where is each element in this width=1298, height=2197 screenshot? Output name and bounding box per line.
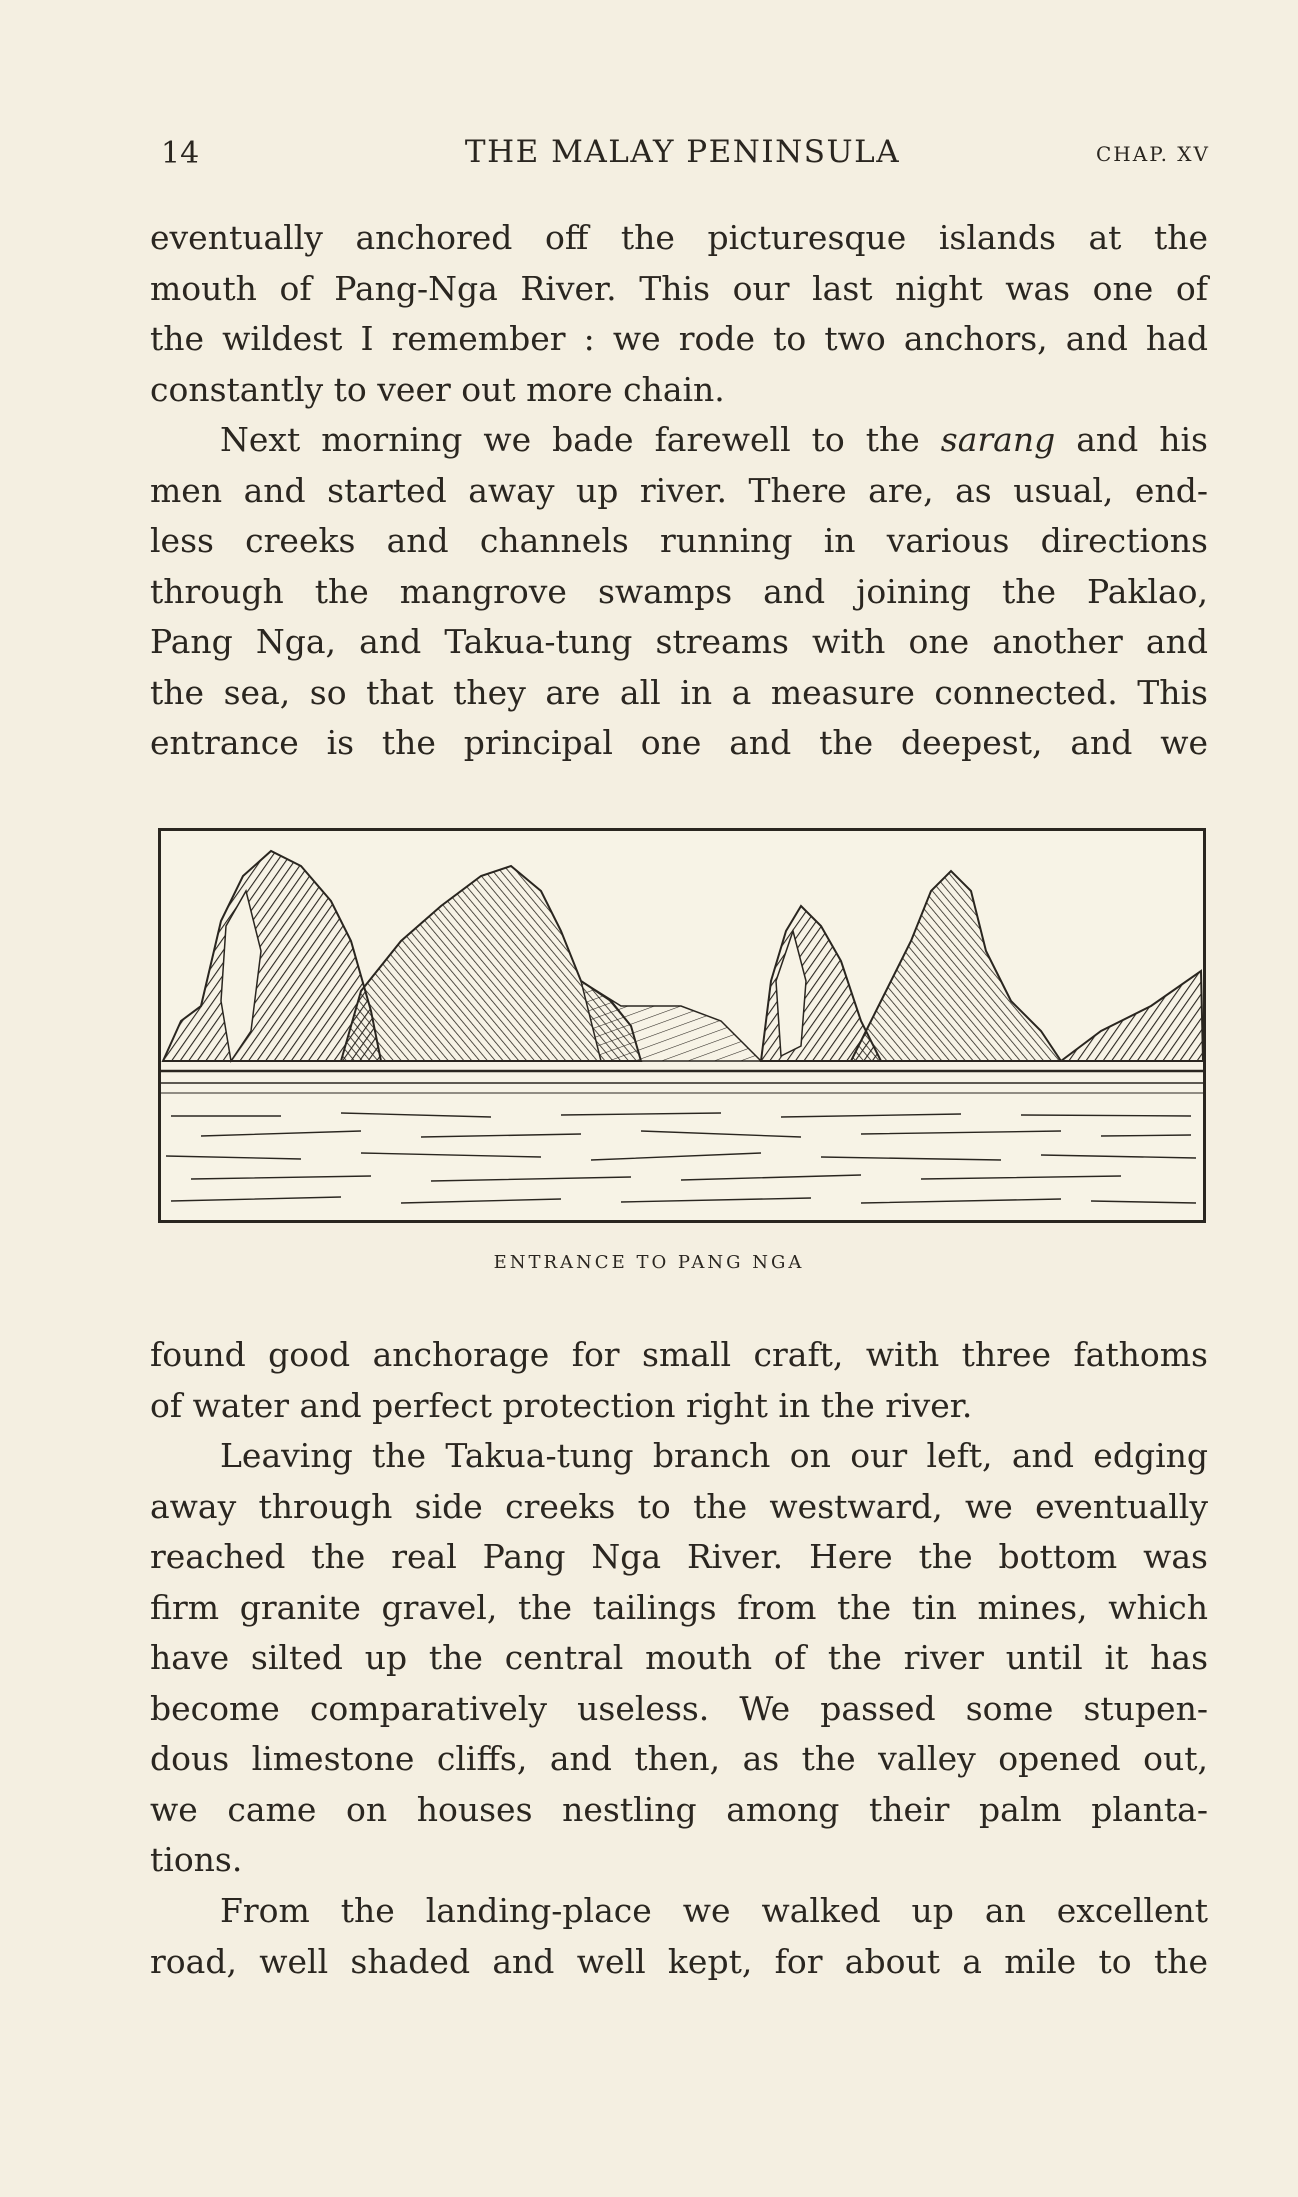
engraving-illustration [161, 831, 1203, 1220]
text-line: found good anchorage for small craft, with three fathoms [150, 1335, 1208, 1374]
text-line: eventually anchored off the picturesque islands at the [150, 218, 1208, 257]
text-line: tions. [150, 1840, 243, 1879]
italic-word: sarang [940, 420, 1056, 459]
text-line: through the mangrove swamps and joining the Paklao, [150, 571, 1208, 611]
paragraph-5 [150, 1886, 1208, 1987]
text-line: the wildest I remember : we rode to two anchors, and had [150, 319, 1208, 358]
text-line: less creeks and channels running in various directions [150, 521, 1208, 560]
text-line: we came on houses nestling among their palm planta- [150, 1789, 1208, 1829]
text-line: Leaving the Takua-tung branch on our left, and edging [220, 1436, 1208, 1475]
text-line: the sea, so that they are all in a measure connected. This [150, 672, 1208, 712]
text-line: entrance is the principal one and the deepest, and we [150, 723, 1208, 762]
text-line [150, 415, 1208, 466]
text-line: men and started away up river. There are, as usual, end- [150, 470, 1208, 510]
text-line: firm granite gravel, the tailings from the tin mines, which [150, 1587, 1208, 1627]
paragraph-1 [150, 213, 1208, 415]
text-line: mouth of Pang-Nga River. This our last night was one of [150, 268, 1208, 308]
text-line: reached the real Pang Nga River. Here the bottom was [150, 1537, 1208, 1576]
text-line: become comparatively useless. We passed some stupen- [150, 1688, 1208, 1728]
text-line: have silted up the central mouth of the river until it has [150, 1638, 1208, 1677]
page-header [155, 128, 1210, 178]
figure-caption: ENTRANCE TO PANG NGA [493, 1252, 805, 1273]
paragraph-4 [150, 1431, 1208, 1886]
paragraph-3 [150, 1330, 1208, 1431]
text-line: From the landing-place we walked up an excellent [220, 1891, 1208, 1930]
text-fragment: and his [1055, 420, 1208, 459]
text-fragment: Next morning we bade farewell to the [220, 420, 941, 459]
illustration-entrance-to-pang-nga [158, 828, 1206, 1223]
paragraph-2 [150, 415, 1208, 769]
text-line: away through side creeks to the westward, we eventually [150, 1486, 1208, 1526]
text-line: of water and perfect protection right in the river. [150, 1385, 973, 1425]
text-line: constantly to veer out more chain. [150, 369, 725, 409]
page-number: 14 [161, 136, 200, 171]
text-line: road, well shaded and well kept, for about a mile to the [150, 1941, 1208, 1981]
chapter-label: CHAP. XV [1096, 142, 1210, 166]
text-line: Pang Nga, and Takua-tung streams with one another and [150, 622, 1208, 661]
text-line: dous limestone cliffs, and then, as the valley opened out, [150, 1739, 1208, 1778]
running-title: THE MALAY PENINSULA [464, 134, 901, 170]
